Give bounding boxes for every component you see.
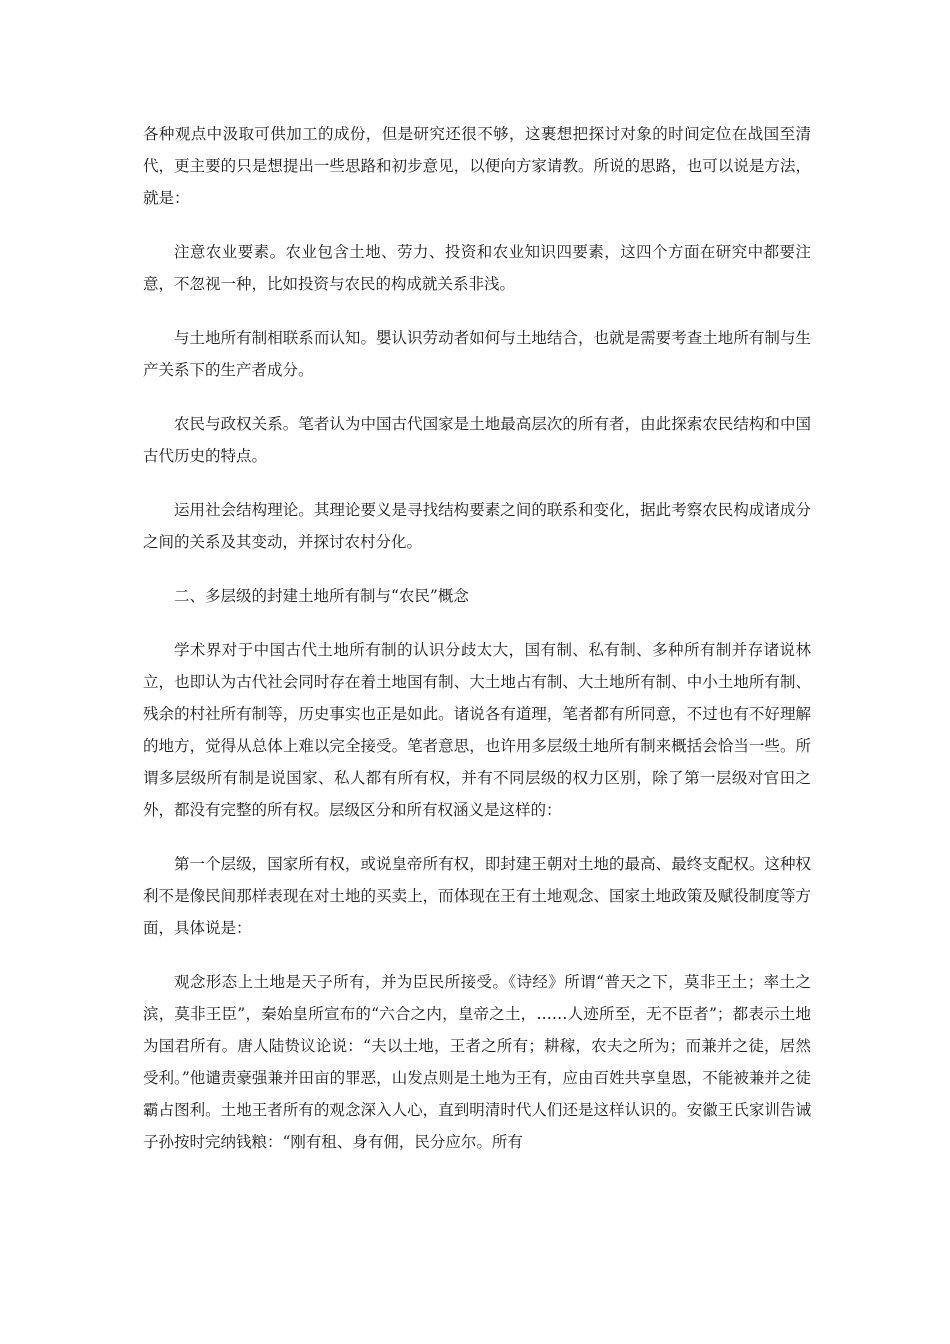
document-page: [143, 118, 811, 1180]
section-heading: 二、多层级的封建土地所有制与“农民”概念: [174, 587, 469, 605]
paragraph-social-structure: 运用社会结构理论。其理论要义是寻找结构要素之间的联系和变化，据此考察农民构成诸成分之间的关系及其变动，并探讨农村分化。: [143, 501, 811, 551]
paragraph-academic-views: 学术界对于中国古代土地所有制的认识分歧太大，国有制、私有制、多种所有制并存诸说林立，也即认为古代社会同时存在着土地国有制、大土地占有制、大土地所有制、中小土地所有制、残余的村社所有制等，历史事实也正是如此。诸说各有道理，笔者都有所同意，不过也有不好理解的地方，觉得从总体上难以完全接受。笔者意思，也许用多层级土地所有制来概括会恰当一些。所谓多层级所有制是说国家、私人都有所有权，并有不同层级的权力区别，除了第一层级对官田之外，都没有完整的所有权。层级区分和所有权涵义是这样的：: [143, 641, 811, 819]
paragraph-agricultural-elements: 注意农业要素。农业包含土地、劳力、投资和农业知识四要素，这四个方面在研究中都要注意，不忽视一种，比如投资与农民的构成就关系非浅。: [143, 243, 811, 293]
paragraph-intro-continuation: 各种观点中汲取可供加工的成份，但是研究还很不够，这裹想把探讨对象的时间定位在战国至清代，更主要的只是想提出一些思路和初步意见，以便向方家请教。所说的思路，也可以说是方法，就是：: [143, 125, 811, 207]
paragraph-first-level: 第一个层级，国家所有权，或说皇帝所有权，即封建王朝对土地的最高、最终支配权。这种权利不是像民间那样表现在对土地的买卖上，而体现在王有土地观念、国家土地政策及赋役制度等方面，具体说是：: [143, 855, 811, 937]
paragraph-ideology: 观念形态上土地是天子所有，并为臣民所接受。《诗经》所谓“普天之下，莫非王土；率土之滨，莫非王臣”，秦始皇所宣布的“六合之内，皇帝之土，……人迹所至，无不臣者”；都表示土地为国君所有。唐人陆贽议论说：“夫以土地，王者之所有；耕稼，农夫之所为；而兼并之徒，居然受利。”他谴责豪强兼并田亩的罪恶，山发点则是土地为王有，应由百姓共享皇恩，不能被兼并之徒霸占图利。土地王者所有的观念深入人心，直到明清时代人们还是这样认识的。安徽王氏家训告诫子孙按时完纳钱粮：“刚有租、身有佣，民分应尔。所有: [143, 973, 811, 1151]
paragraph-peasants-and-state: 农民与政权关系。笔者认为中国古代国家是土地最高层次的所有者，由此探索农民结构和中国古代历史的特点。: [143, 415, 811, 465]
paragraph-land-ownership: 与土地所有制相联系而认知。嬰认识劳动者如何与土地结合，也就是需要考查土地所有制与生产关系下的生产者成分。: [143, 329, 811, 379]
